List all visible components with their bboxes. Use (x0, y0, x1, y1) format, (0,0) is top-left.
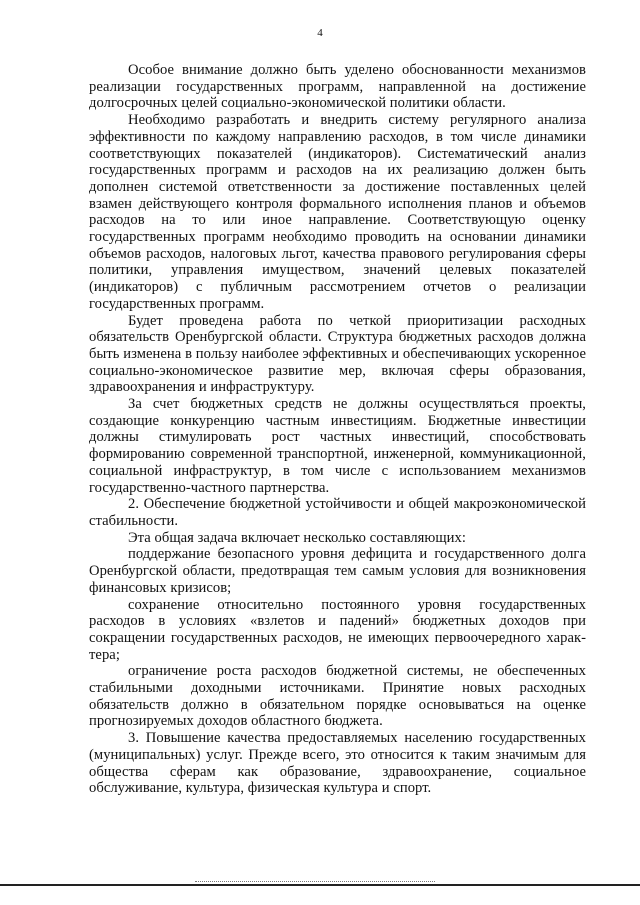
paragraph-budget-investments: За счет бюджетных средств не должны осуществляться проекты, создающие конкуренцию частным инвестициям. Бюджетные инвестиции должны стимулировать рост частных инвестиций, способствовать формированию современной транспортной, инженерной, коммуникационной, социальной инфраструктур, в том числе с использованием механизмов государственно-частного партнерства. (89, 396, 586, 496)
paragraph-expenditure-analysis: Необходимо разработать и внедрить систему регулярного анализа эффективности по каждому направлению расходов, в том числе динамики соответствующих показателей (индикаторов). Систематический анализ государственных программ и расходов на их реализацию должен быть дополнен системой ответственности за достижение поставленных целей взамен действующего контроля формального исполнения планов и объемов расходов на то или иное направление. Соответствующую оценку государственных программ необходимо проводить на основании динамики объемов расходов, налоговых льгот, качества правового регулирования сферы политики, управления имуществом, значений целевых показателей (индикаторов) с публичным рассмотрением отчетов о реализации государственных программ. (89, 112, 586, 312)
scan-artifact-dots (195, 881, 435, 883)
page-number: 4 (317, 27, 323, 39)
bottom-edge-line (0, 884, 640, 886)
paragraph-prioritization: Будет проведена работа по четкой приоритизации расходных обязательств Оренбургской области. Структура бюджетных расходов должна быть изменена в пользу наиболее эффективных и обеспечивающих ускоренное социально-экономическое развитие мер, включая сферы образования, здравоохранения и инфраструктуру. (89, 312, 586, 396)
paragraph-task-components: Эта общая задача включает несколько составляющих: (128, 529, 466, 546)
list-item-constant-expenditure: сохранение относительно постоянного уровня государственных расходов в условиях «взлетов и падений» бюджетных доходов при сокращении государственных расходов, не имеющих первоочередного характера; (89, 596, 586, 663)
section-heading-budget-stability: 2. Обеспечение бюджетной устойчивости и общей макроэкономической стабильности. (89, 496, 586, 529)
document-body (89, 62, 586, 797)
section-heading-service-quality: 3. Повышение качества предоставляемых населению государственных (муниципальных) услуг. Прежде всего, это относится к таким значимым для общества сферам как образование, здравоохранение, социальное обслуживание, культура, физическая культура и спорт. (89, 730, 586, 797)
list-item-safe-deficit: поддержание безопасного уровня дефицита и государственного долга Оренбургской области, предотвращая тем самым условия для возникновения финансовых кризисов; (89, 546, 586, 596)
list-item-expenditure-growth-limit: ограничение роста расходов бюджетной системы, не обеспеченных стабильными доходными источниками. Принятие новых расходных обязательств должно в обязательном порядке основываться на оценке прогнозируемых доходов областного бюджета. (89, 663, 586, 730)
paragraph-justification-mechanisms: Особое внимание должно быть уделено обоснованности механизмов реализации государственных программ, направленной на достижение долгосрочных целей социально-экономической политики области. (89, 62, 586, 112)
